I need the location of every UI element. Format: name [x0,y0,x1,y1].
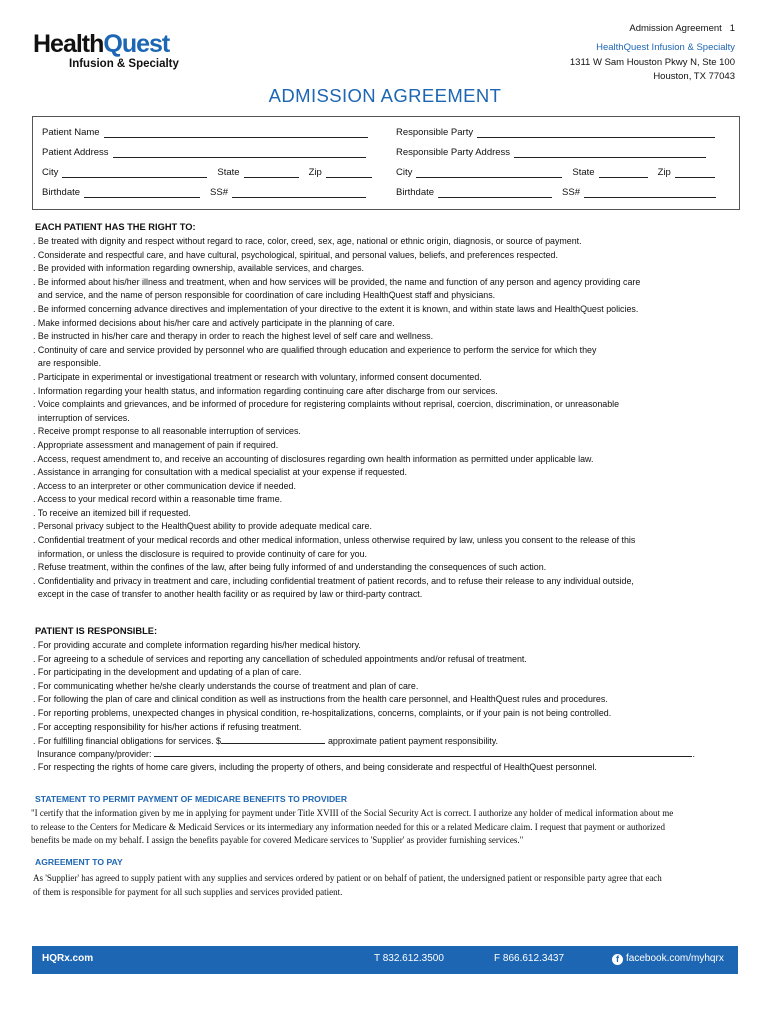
rights-line: . Voice complaints and grievances, and be informed of procedure for registering complaints without reprisal, coercion, discrimination, or unreasonable [33,399,620,410]
footer-facebook-text: facebook.com/myhqrx [626,953,724,964]
facebook-icon: f [612,954,623,965]
responsible-heading: PATIENT IS RESPONSIBLE: [35,626,158,636]
rights-line: . Make informed decisions about his/her care and actively participate in the planning of care. [33,317,395,328]
patient-address-field[interactable] [113,147,366,158]
patient-state-field[interactable] [244,167,299,178]
rights-line: except in the case of transfer to another health facility or as required by law or third-party contract. [33,589,423,600]
responsible-ss-label: SS# [562,187,580,198]
address-line-2: Houston, TX 77043 [653,71,735,82]
responsible-address-row [396,144,706,158]
responsible-city-row [396,164,715,178]
rights-line: . Be instructed in his/her care and therapy in order to reach the highest level of self care and wellness. [33,331,434,342]
rights-line: . Assistance in arranging for consultation with a medical specialist at your expense if requested. [33,467,407,478]
patient-city-field[interactable] [62,167,207,178]
rights-line: . Considerate and respectful care, and have cultural, psychological, spiritual, and personal values, beliefs, and preferences respected. [33,249,558,260]
page-title: ADMISSION AGREEMENT [268,85,502,106]
rights-line: . Be informed concerning advance directives and implementation of your directive to the extent it is known, and within state laws and HealthQuest policies. [33,303,639,314]
insurance-label: Insurance company/provider: [37,749,152,759]
responsibility-line: . For accepting responsibility for his/her actions if refusing treatment. [33,721,302,732]
agreement-heading: AGREEMENT TO PAY [35,857,123,867]
footer-website[interactable]: HQRx.com [42,953,94,964]
responsible-zip-label: Zip [657,167,671,178]
patient-birthdate-row [42,184,366,198]
rights-line: interruption of services. [33,412,130,423]
agreement-statement [33,872,662,899]
responsible-state-label: State [572,167,595,178]
patient-ss-field[interactable] [232,187,366,198]
medicare-heading: STATEMENT TO PERMIT PAYMENT OF MEDICARE BENEFITS TO PROVIDER [35,794,348,804]
responsible-birthdate-row [396,184,716,198]
rights-line: . Appropriate assessment and management of pain if required. [33,439,279,450]
rights-line: . Access to an interpreter or other communication device if needed. [33,480,296,491]
logo-text-health: Health [33,30,104,58]
rights-line: . Confidentiality and privacy in treatment and care, including confidential treatment of patient records, and to refuse their release to any individual outside, [33,575,634,586]
responsibility-line: . For following the plan of care and clinical condition as well as instructions from the health care personnel, and HealthQuest rules and procedures. [33,694,608,705]
responsibility-line: . For agreeing to a schedule of services and reporting any cancellation of scheduled appointments and/or refusal of treatment. [33,653,527,664]
rights-line: information, or unless the disclosure is required to provide continuity of care for you. [33,548,367,559]
rights-line: . Be treated with dignity and respect without regard to race, color, creed, sex, age, national or ethnic origin, diagnosis, or source of payment. [33,236,582,246]
responsibility-line: . For providing accurate and complete information regarding his/her medical history. [33,640,361,650]
company-name: HealthQuest Infusion & Specialty [596,42,735,53]
responsible-address-label: Responsible Party Address [396,147,511,158]
medicare-statement [31,807,673,848]
rights-line: . Continuity of care and service provided by personnel who are qualified through education and experience to perform the service for which they [33,344,597,355]
responsible-city-field[interactable] [416,167,562,178]
responsible-birthdate-field[interactable] [438,187,552,198]
footer-facebook[interactable] [612,953,724,965]
agreement-line: As 'Supplier' has agreed to supply patient with any supplies and services ordered by patient or on behalf of patient, the undersigned patient or responsible party agree that each [33,873,662,883]
financial-obligations-text: . For fulfilling financial obligations for services. $ [33,736,221,746]
rights-heading: EACH PATIENT HAS THE RIGHT TO: [35,222,196,232]
rights-line: . Be provided with information regarding ownership, available services, and charges. [33,263,365,274]
logo-subtitle: Infusion & Specialty [69,58,179,70]
responsible-city-label: City [396,167,413,178]
agreement-line: of them is responsible for payment for all such supplies and services provided patient. [33,886,343,897]
responsible-address-field[interactable] [514,147,706,158]
responsibility-line: . For reporting problems, unexpected changes in physical condition, re-hospitalizations, concerns, complaints, or if your pain is not being controlled. [33,707,612,718]
responsibility-line: . For participating in the development and updating of a plan of care. [33,667,302,678]
rights-list [33,235,640,602]
patient-city-label: City [42,167,59,178]
financial-obligations-suffix: approximate patient payment responsibility. [327,736,498,746]
medicare-line: to release to the Centers for Medicare & Medicaid Services or its intermediary any information needed for this or a related Medicare claim. I request that payment or authorized [31,821,666,832]
rights-line: . Information regarding your health status, and information regarding continuing care after discharge from our services. [33,385,498,396]
rights-line: . Personal privacy subject to the HealthQuest ability to provide adequate medical care. [33,521,372,532]
insurance-provider-field[interactable] [154,747,692,757]
rights-line: . Access to your medical record within a reasonable time frame. [33,494,283,505]
rights-line: . Refuse treatment, within the confines of the law, after being fully informed of and understanding the consequences of such action. [33,562,547,573]
rights-line: . To receive an itemized bill if requested. [33,507,191,518]
responsible-party-field[interactable] [477,127,715,138]
patient-name-row [42,124,368,138]
patient-info-form [32,116,740,210]
rights-line: are responsible. [33,358,102,369]
patient-city-row [42,164,372,178]
patient-birthdate-field[interactable] [84,187,200,198]
patient-zip-field[interactable] [326,167,372,178]
footer-phone: T 832.612.3500 [374,953,444,964]
rights-line: . Be informed about his/her illness and treatment, when and how services will be provided, the name and function of any person and agency providing care [33,276,641,287]
patient-birthdate-label: Birthdate [42,187,81,198]
patient-zip-label: Zip [308,167,322,178]
responsible-state-field[interactable] [599,167,648,178]
rights-line: . Access, request amendment to, and receive an accounting of disclosures regarding own health information as permitted under applicable law. [33,453,594,464]
footer-bar [32,946,738,974]
patient-name-field[interactable] [104,127,368,138]
patient-name-label: Patient Name [42,127,100,138]
footer-fax: F 866.612.3437 [494,953,565,964]
patient-address-label: Patient Address [42,147,109,158]
rights-line: and service, and the name of person responsible for coordination of care including HealthQuest staff and physicians. [33,290,496,301]
page-label: Admission Agreement 1 [629,23,735,34]
insurance-line: Insurance company/provider: . [37,749,695,759]
healthquest-logo [33,31,179,71]
logo-text-quest: Quest [103,30,170,58]
respect-line: . For respecting the rights of home care givers, including the property of others, and being considerate and respectful of HealthQuest personnel. [33,762,597,772]
rights-line: . Participate in experimental or investigational treatment or research with voluntary, informed consent documented. [33,371,482,382]
medicare-line: benefits be made on my behalf. I assign the benefits payable for covered Medicare services to 'Supplier' as provider furnishing services." [31,835,524,845]
responsible-zip-field[interactable] [675,167,715,178]
patient-address-row [42,144,366,158]
responsible-party-row [396,124,715,138]
responsible-party-label: Responsible Party [396,127,474,138]
address-line-1: 1311 W Sam Houston Pkwy N, Ste 100 [569,57,735,68]
payment-amount-field[interactable] [221,734,325,744]
rights-line: . Receive prompt response to all reasonable interruption of services. [33,426,301,437]
patient-state-label: State [217,167,240,178]
medicare-line: "I certify that the information given by me in applying for payment under Title XVIII of the Social Security Act is correct. I authorize any holder of medical information about me [31,808,674,818]
responsible-birthdate-label: Birthdate [396,187,435,198]
responsible-ss-field[interactable] [584,187,716,198]
rights-line: . Confidential treatment of your medical records and other medical information, unless otherwise required by law, unless you consent to the release of this [33,535,636,546]
patient-ss-label: SS# [210,187,228,198]
responsibility-line: . For communicating whether he/she clearly understands the course of treatment and plan of care. [33,680,419,691]
responsibilities-list [33,639,611,734]
